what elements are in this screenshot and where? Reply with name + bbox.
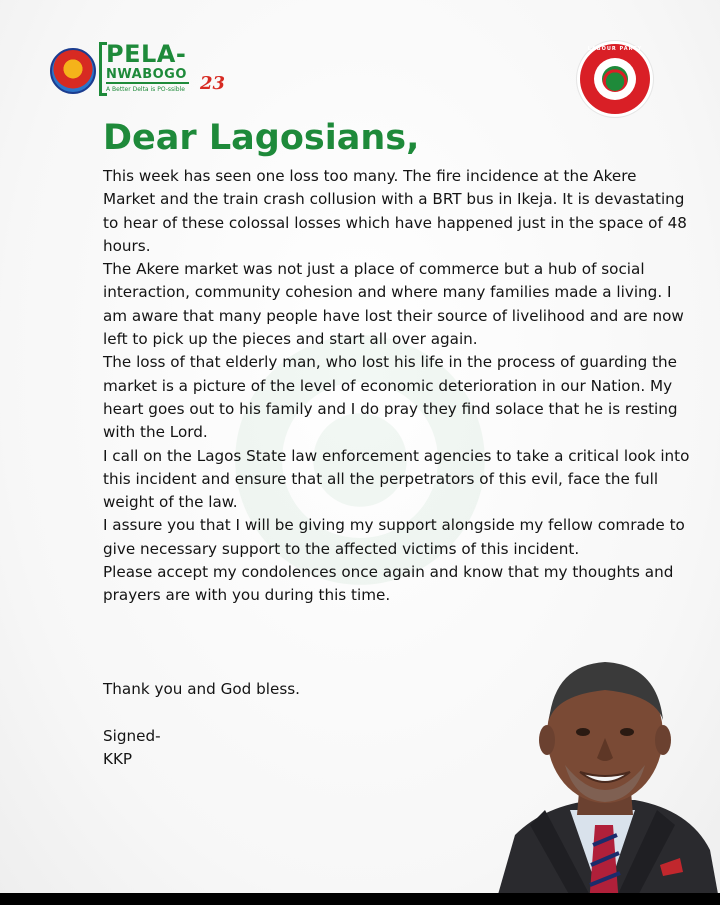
- letter-body: [103, 165, 693, 608]
- paragraph: The Akere market was not just a place of commerce but a hub of social interaction, community cohesion and where many families made a living. I am aware that many people have lost their source of livelihood and are now left to pick up the pieces and start all over again.: [103, 260, 684, 349]
- logo-name-bottom: NWABOGO: [106, 67, 187, 82]
- party-emblem-icon: [602, 66, 628, 92]
- signed-label: Signed-: [103, 727, 161, 745]
- party-logo: [580, 44, 650, 114]
- campaign-logo: [50, 38, 240, 98]
- party-logo-ring-text: LABOUR PARTY: [587, 46, 643, 52]
- signed-name: KKP: [103, 750, 133, 769]
- logo-year: 23: [200, 73, 226, 94]
- logo-tagline: A Better Delta is PO-ssible: [106, 86, 185, 93]
- paragraph: The loss of that elderly man, who lost his life in the process of guarding the market is a picture of the level of economic deterioration in our Nation. My heart goes out to his family and I do pray they find solace that he is resting with the Lord.: [103, 353, 678, 442]
- paragraph: Please accept my condolences once again and know that my thoughts and prayers are with you during this time.: [103, 563, 674, 605]
- letter-closing: Thank you and God bless.: [103, 680, 300, 698]
- paragraph: I call on the Lagos State law enforcement agencies to take a critical look into this incident and ensure that all the perpetrators of this evil, face the full weight of the law.: [103, 446, 690, 512]
- paragraph: I assure you that I will be giving my support alongside my fellow comrade to give necessary support to the affected victims of this incident.: [103, 516, 685, 558]
- bottom-border: [0, 893, 720, 905]
- delta-emblem-icon: [50, 48, 96, 94]
- logo-name-top: PELA-: [106, 40, 187, 68]
- paragraph: This week has seen one loss too many. The fire incidence at the Akere Market and the train crash collusion with a BRT bus in Ikeja. It is devastating to hear of these colossal losses which have happened just in the space of 48 hours.: [103, 167, 687, 255]
- portrait-photo: [485, 640, 720, 905]
- letter-heading: Dear Lagosians,: [103, 118, 420, 158]
- signature-block: [103, 725, 161, 772]
